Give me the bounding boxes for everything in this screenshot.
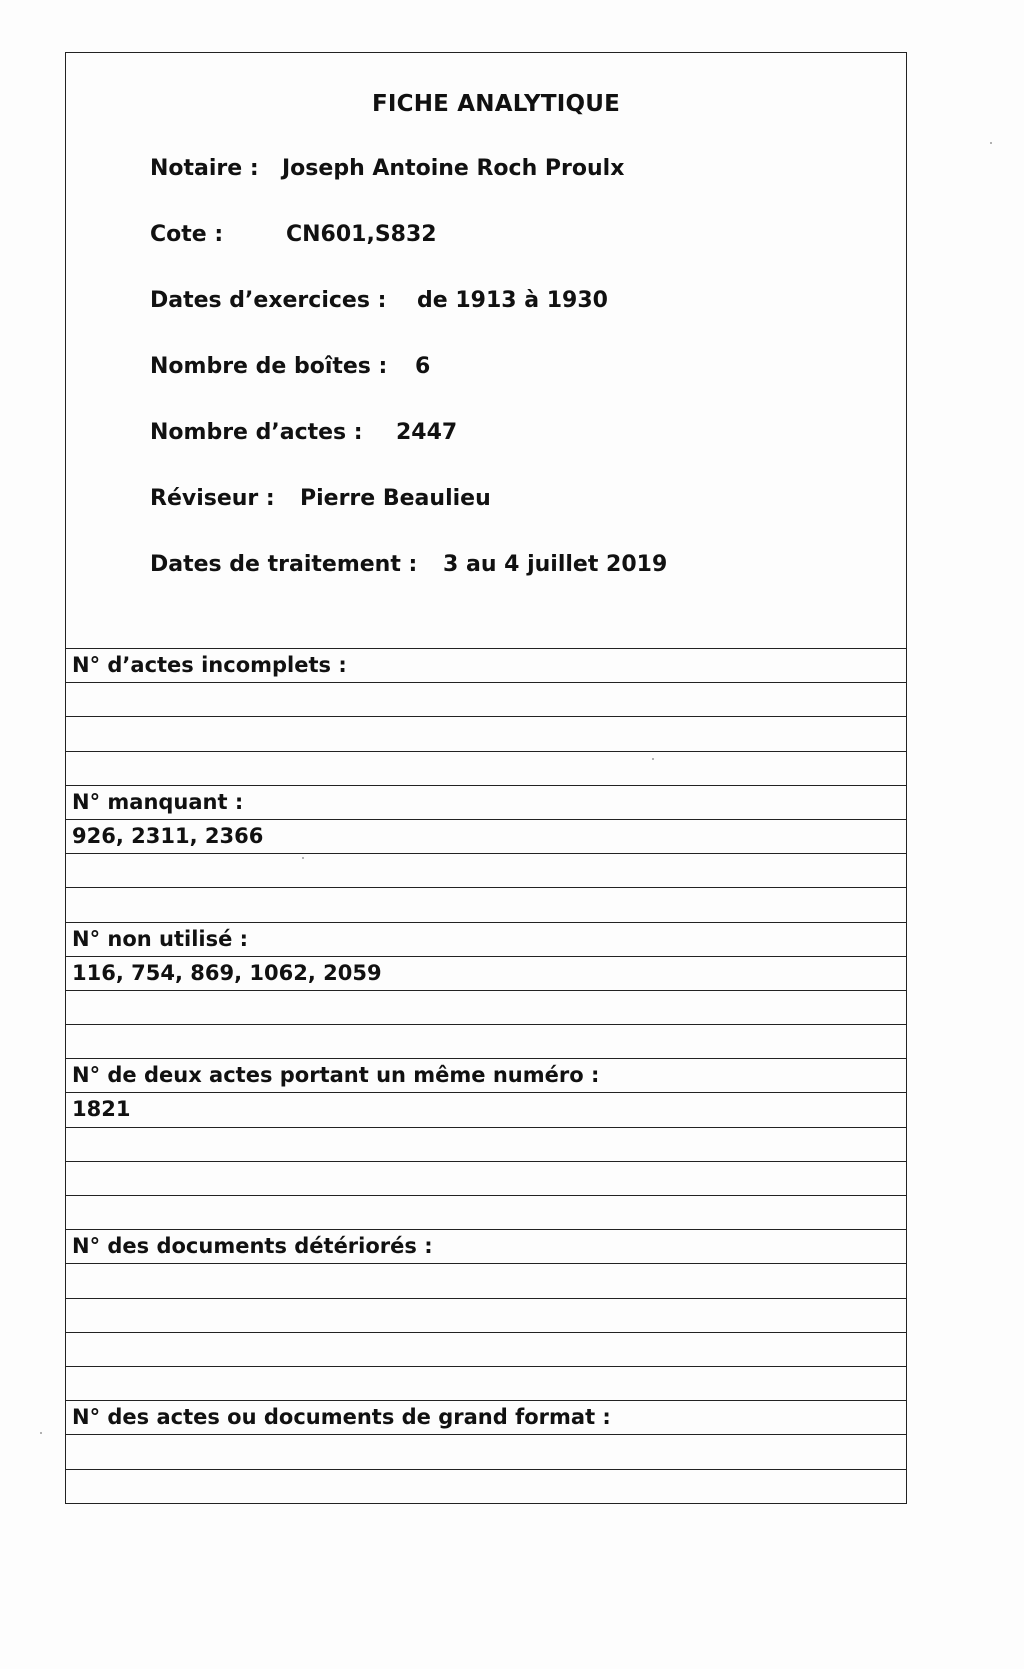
dates-exercices-label: Dates d’exercices : <box>150 288 387 313</box>
scan-speck <box>990 142 992 144</box>
reviseur-value: Pierre Beaulieu <box>300 486 491 511</box>
grand-format-blank-row <box>66 1470 906 1504</box>
dates-exercices-value: de 1913 à 1930 <box>417 288 608 313</box>
cote-label: Cote : <box>150 222 224 247</box>
cote-line <box>150 222 437 247</box>
deux-actes-label-row: N° de deux actes portant un même numéro : <box>66 1059 906 1093</box>
notaire-value: Joseph Antoine Roch Proulx <box>282 156 625 181</box>
manquant-value-row: 926, 2311, 2366 <box>66 820 906 854</box>
nombre-actes-label: Nombre d’actes : <box>150 420 363 445</box>
reviseur-line <box>150 486 491 511</box>
page-title: FICHE ANALYTIQUE <box>371 91 621 117</box>
non-utilise-label-row: N° non utilisé : <box>66 923 906 957</box>
incomplets-blank-row <box>66 717 906 751</box>
sheet-header <box>66 53 906 649</box>
nombre-boites-line <box>150 354 430 379</box>
nombre-actes-line <box>150 420 457 445</box>
incomplets-blank-row <box>66 683 906 717</box>
incomplets-blank-row <box>66 752 906 786</box>
reviseur-label: Réviseur : <box>150 486 275 511</box>
dates-traitement-line <box>150 552 667 577</box>
nombre-boites-value: 6 <box>415 354 431 379</box>
nombre-boites-label: Nombre de boîtes : <box>150 354 388 379</box>
deteriores-blank-row <box>66 1299 906 1333</box>
analytic-sheet <box>65 52 907 1504</box>
grand-format-label-row: N° des actes ou documents de grand format : <box>66 1401 906 1435</box>
notaire-label: Notaire : <box>150 156 259 181</box>
non-utilise-blank-row <box>66 1025 906 1059</box>
non-utilise-blank-row <box>66 991 906 1025</box>
deux-actes-value-row: 1821 <box>66 1093 906 1127</box>
notaire-line <box>150 156 624 181</box>
sheet-rows <box>66 649 906 1504</box>
deteriores-blank-row <box>66 1264 906 1298</box>
deteriores-blank-row <box>66 1367 906 1401</box>
grand-format-blank-row <box>66 1435 906 1469</box>
deux-actes-blank-row <box>66 1162 906 1196</box>
deux-actes-blank-row <box>66 1128 906 1162</box>
manquant-blank-row <box>66 854 906 888</box>
dates-traitement-value: 3 au 4 juillet 2019 <box>443 552 668 577</box>
non-utilise-value-row: 116, 754, 869, 1062, 2059 <box>66 957 906 991</box>
dates-exercices-line <box>150 288 608 313</box>
scan-speck <box>302 857 304 859</box>
dates-traitement-label: Dates de traitement : <box>150 552 418 577</box>
scan-speck <box>652 758 654 760</box>
manquant-blank-row <box>66 888 906 922</box>
deux-actes-blank-row <box>66 1196 906 1230</box>
manquant-label-row: N° manquant : <box>66 786 906 820</box>
incomplets-label-row: N° d’actes incomplets : <box>66 649 906 683</box>
deteriores-label-row: N° des documents détériorés : <box>66 1230 906 1264</box>
nombre-actes-value: 2447 <box>396 420 458 445</box>
deteriores-blank-row <box>66 1333 906 1367</box>
cote-value: CN601,S832 <box>286 222 437 247</box>
scan-speck <box>40 1432 42 1434</box>
